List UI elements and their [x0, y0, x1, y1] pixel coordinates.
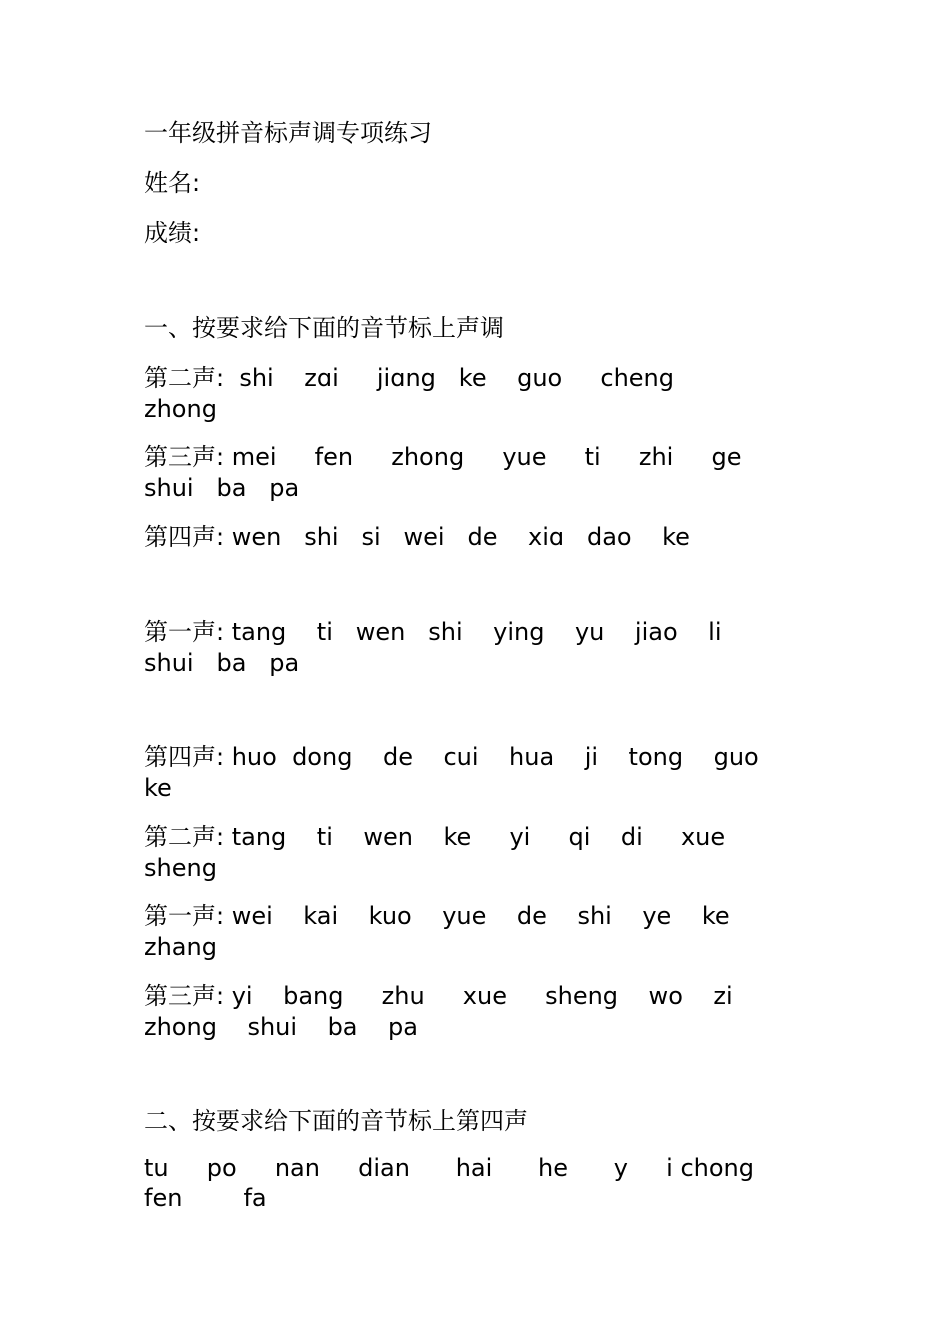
section-1-heading: 一、按要求给下面的音节标上声调 — [144, 314, 504, 342]
exercise-2-line-2: shui ba pa — [144, 474, 300, 502]
exercise-5-line-1: 第四声: huo dong de cui hua ji tong guo — [144, 743, 759, 771]
name-label: 姓名: — [144, 169, 201, 197]
exercise-4-line-1: 第一声: tang ti wen shi ying yu jiao li — [144, 618, 722, 646]
section-2-heading: 二、按要求给下面的音节标上第四声 — [144, 1107, 528, 1135]
exercise-2-line-1: 第三声: mei fen zhong yue ti zhi ge — [144, 443, 742, 471]
exercise-7-line-1: 第一声: wei kai kuo yue de shi ye ke — [144, 902, 730, 930]
exercise-8-line-1: 第三声: yi bang zhu xue sheng wo zi — [144, 982, 733, 1010]
exercise-3-line-1: 第四声: wen shi si wei de xiɑ dao ke — [144, 523, 690, 551]
exercise-7-line-2: zhang — [144, 933, 217, 961]
score-label: 成绩: — [144, 219, 201, 247]
exercise-6-line-2: sheng — [144, 854, 217, 882]
section-2-line-1: tu po nan dian hai he y i chong — [144, 1154, 754, 1182]
exercise-1-line-2: zhong — [144, 395, 217, 423]
exercise-5-line-2: ke — [144, 774, 172, 802]
exercise-6-line-1: 第二声: tang ti wen ke yi qi di xue — [144, 823, 726, 851]
exercise-8-line-2: zhong shui ba pa — [144, 1013, 418, 1041]
exercise-1-line-1: 第二声: shi zɑi jiɑng ke guo cheng — [144, 364, 675, 392]
exercise-4-line-2: shui ba pa — [144, 649, 300, 677]
worksheet-title: 一年级拼音标声调专项练习 — [144, 119, 432, 147]
section-2-line-2: fen fa — [144, 1184, 267, 1212]
